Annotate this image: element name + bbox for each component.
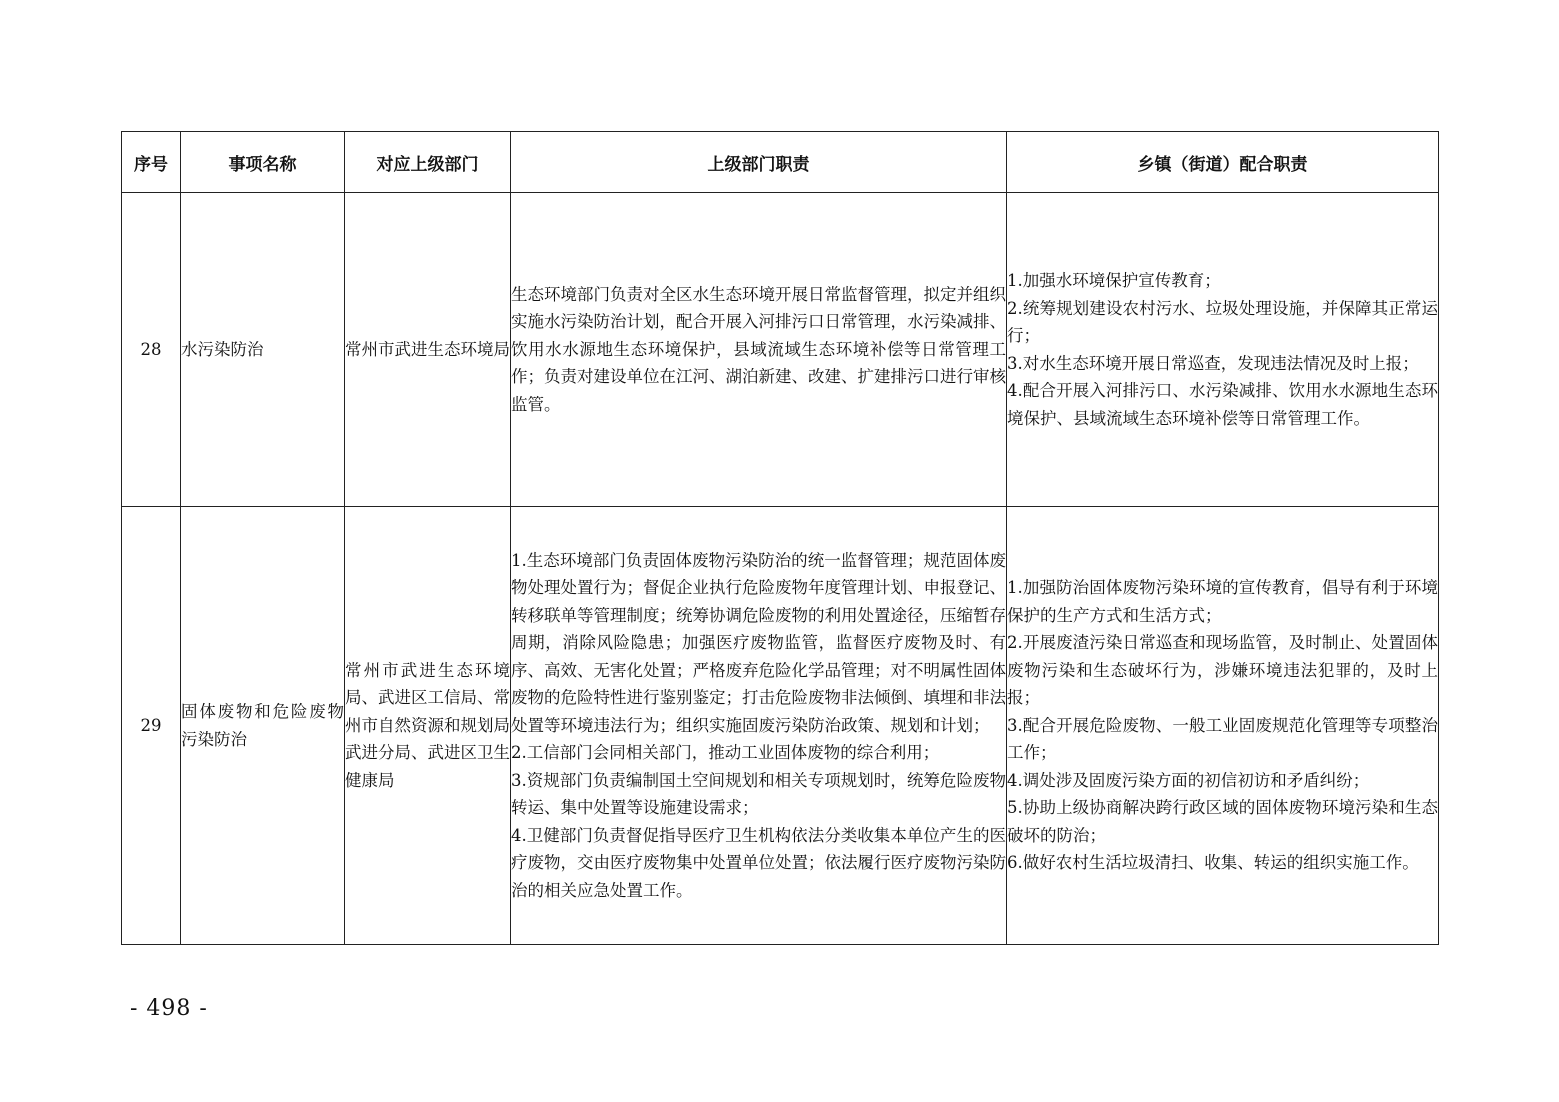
row-cooperation-duties <box>1007 193 1439 507</box>
cooperation-item: 4.配合开展入河排污口、水污染减排、饮用水水源地生态环境保护、县域流域生态环境补偿等日常管理工作。 <box>1007 381 1438 428</box>
cooperation-item: 4.调处涉及固废污染方面的初信初访和矛盾纠纷； <box>1007 770 1370 790</box>
row-serial-number: 28 <box>122 193 181 507</box>
header-superior-duties: 上级部门职责 <box>511 132 1007 193</box>
table-row <box>122 507 1439 945</box>
row-cooperation-duties <box>1007 507 1439 945</box>
duty-paragraph: 2.工信部门会同相关部门，推动工业固体废物的综合利用； <box>511 743 940 763</box>
duty-paragraph: 4.卫健部门负责督促指导医疗卫生机构依法分类收集本单位产生的医疗废物，交由医疗废物集中处置单位处置；依法履行医疗废物污染防治的相关应急处置工作。 <box>511 825 1006 900</box>
row-superior-duties <box>511 193 1007 507</box>
row-superior-department: 常州市武进生态环境局、武进区工信局、常州市自然资源和规划局武进分局、武进区卫生健康局 <box>345 507 511 945</box>
header-serial-number: 序号 <box>122 132 181 193</box>
cooperation-item: 1.加强水环境保护宣传教育； <box>1007 271 1221 290</box>
duty-paragraph: 1.生态环境部门负责固体废物污染防治的统一监督管理；规范固体废物处理处置行为；督促企业执行危险废物年度管理计划、申报登记、转移联单等管理制度；统筹协调危险废物的利用处置途径，压缩暂存周期，消除风险隐患；加强医疗废物监管，监督医疗废物及时、有序、高效、无害化处置；严格废弃危险化学品管理；对不明属性固体废物的危险特性进行鉴别鉴定；打击危险废物非法倾倒、填埋和非法处置等环境违法行为；组织实施固废污染防治政策、规划和计划； <box>511 550 1006 735</box>
row-item-name: 水污染防治 <box>181 193 345 507</box>
duty-paragraph: 3.资规部门负责编制国土空间规划和相关专项规划时，统筹危险废物转运、集中处置等设施建设需求； <box>511 770 1006 818</box>
row-superior-duties <box>511 507 1007 945</box>
duty-paragraph: 生态环境部门负责对全区水生态环境开展日常监督管理，拟定并组织实施水污染防治计划，配合开展入河排污口日常管理，水污染减排、饮用水水源地生态环境保护，县域流域生态环境补偿等日常管理工作；负责对建设单位在江河、湖泊新建、改建、扩建排污口进行审核监管。 <box>511 284 1006 414</box>
row-serial-number: 29 <box>122 507 181 945</box>
cooperation-item: 3.对水生态环境开展日常巡查，发现违法情况及时上报； <box>1007 353 1419 373</box>
cooperation-item: 2.统筹规划建设农村污水、垃圾处理设施，并保障其正常运行； <box>1007 298 1438 345</box>
row-item-name: 固体废物和危险废物污染防治 <box>181 507 345 945</box>
table-row <box>122 193 1439 507</box>
table-header-row <box>122 132 1439 193</box>
header-superior-department: 对应上级部门 <box>345 132 511 193</box>
cooperation-item: 6.做好农村生活垃圾清扫、收集、转运的组织实施工作。 <box>1007 853 1419 873</box>
header-item-name: 事项名称 <box>181 132 345 193</box>
responsibility-table <box>121 131 1439 945</box>
header-township-cooperation-duties: 乡镇（街道）配合职责 <box>1007 132 1439 193</box>
cooperation-item: 1.加强防治固体废物污染环境的宣传教育，倡导有利于环境保护的生产方式和生活方式； <box>1007 578 1438 625</box>
cooperation-item: 3.配合开展危险废物、一般工业固废规范化管理等专项整治工作； <box>1007 715 1438 763</box>
page-number: - 498 - <box>130 996 208 1021</box>
row-superior-department: 常州市武进生态环境局 <box>345 193 511 507</box>
cooperation-item: 5.协助上级协商解决跨行政区域的固体废物环境污染和生态破坏的防治； <box>1007 798 1438 845</box>
cooperation-item: 2.开展废渣污染日常巡查和现场监管，及时制止、处置固体废物污染和生态破坏行为，涉嫌环境违法犯罪的，及时上报； <box>1007 633 1438 708</box>
